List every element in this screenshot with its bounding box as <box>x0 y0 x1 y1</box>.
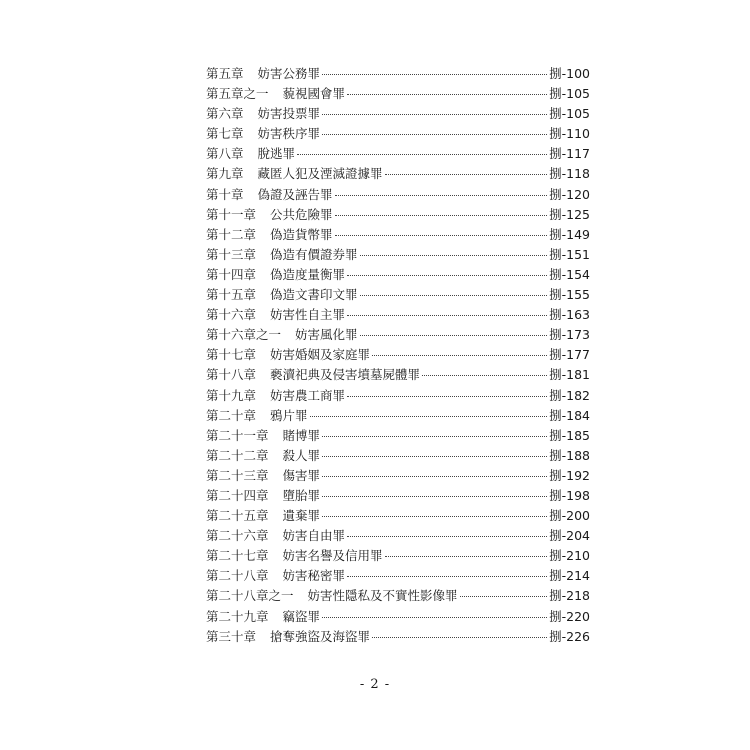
toc-entry <box>206 365 590 385</box>
dot-leader <box>460 595 548 597</box>
toc-page-reference: 捌-125 <box>549 206 590 222</box>
dot-leader <box>347 395 547 397</box>
toc-entry <box>206 104 590 124</box>
toc-entry <box>206 607 590 627</box>
toc-page-reference: 捌-105 <box>549 86 590 102</box>
dot-leader <box>297 153 547 155</box>
toc-chapter-number: 第二十七章 <box>206 548 269 564</box>
toc-chapter-title: 妨害性隱私及不實性影像罪 <box>307 588 458 604</box>
toc-chapter-number: 第十二章 <box>206 226 257 242</box>
toc-entry <box>206 386 590 406</box>
dot-leader <box>322 616 547 618</box>
toc-chapter-title: 偽造度量衡罪 <box>270 266 346 282</box>
dot-leader <box>322 495 547 497</box>
dot-leader <box>322 73 547 75</box>
toc-entry <box>206 566 590 586</box>
toc-chapter-title: 藐視國會罪 <box>282 86 346 102</box>
dot-leader <box>360 254 548 256</box>
toc-chapter-title: 竊盜罪 <box>282 608 321 624</box>
toc-chapter-number: 第二十二章 <box>206 447 269 463</box>
toc-chapter-number: 第八章 <box>206 146 244 162</box>
dot-leader <box>347 93 547 95</box>
toc-page-reference: 捌-177 <box>549 347 590 363</box>
toc-page-reference: 捌-163 <box>549 307 590 323</box>
toc-entry <box>206 245 590 265</box>
toc-chapter-title: 妨害公務罪 <box>257 66 321 81</box>
toc-chapter-number: 第十六章之一 <box>206 327 282 343</box>
toc-chapter-title: 偽造有價證券罪 <box>270 246 358 262</box>
toc-chapter-number: 第五章之一 <box>206 86 269 102</box>
toc-chapter-number: 第十七章 <box>206 347 257 363</box>
toc-entry <box>206 205 590 225</box>
dot-leader <box>347 314 547 316</box>
toc-chapter-number: 第十六章 <box>206 307 257 323</box>
toc-chapter-title: 遺棄罪 <box>282 508 321 524</box>
toc-chapter-title: 殺人罪 <box>282 447 321 463</box>
dot-leader <box>310 415 548 417</box>
toc-entry <box>206 486 590 506</box>
toc-chapter-number: 第五章 <box>206 66 244 81</box>
toc-entry <box>206 466 590 486</box>
toc-entry <box>206 546 590 566</box>
toc-entry <box>206 84 590 104</box>
toc-page-reference: 捌-198 <box>549 487 590 503</box>
dot-leader <box>322 113 547 115</box>
toc-entry <box>206 185 590 205</box>
toc-entry <box>206 144 590 164</box>
toc-entry <box>206 627 590 647</box>
toc-page-reference: 捌-185 <box>549 427 590 443</box>
dot-leader <box>385 555 548 557</box>
toc-chapter-title: 賭博罪 <box>282 427 321 443</box>
toc-chapter-title: 偽造文書印文罪 <box>270 287 358 303</box>
dot-leader <box>335 214 548 216</box>
toc-page-reference: 捌-110 <box>549 126 590 142</box>
toc-chapter-number: 第九章 <box>206 166 244 182</box>
toc-chapter-title: 妨害性自主罪 <box>270 307 346 323</box>
toc-chapter-number: 第十章 <box>206 186 244 202</box>
toc-chapter-title: 偽造貨幣罪 <box>270 226 333 242</box>
toc-chapter-number: 第二十九章 <box>206 608 269 624</box>
page-number: - 2 - <box>359 677 391 692</box>
toc-chapter-title: 妨害自由罪 <box>282 528 346 544</box>
toc-chapter-number: 第六章 <box>206 106 244 122</box>
toc-chapter-title: 墮胎罪 <box>282 487 321 503</box>
toc-chapter-number: 第十三章 <box>206 246 257 262</box>
toc-chapter-number: 第三十章 <box>206 628 257 644</box>
dot-leader <box>322 515 547 517</box>
toc-chapter-title: 妨害名譽及信用罪 <box>282 548 383 564</box>
dot-leader <box>322 455 547 457</box>
toc-entry <box>206 426 590 446</box>
dot-leader <box>385 173 548 175</box>
toc-chapter-title: 妨害秘密罪 <box>282 568 346 584</box>
toc-chapter-title: 妨害秩序罪 <box>257 126 321 142</box>
toc-chapter-title: 偽證及誣告罪 <box>257 186 333 202</box>
dot-leader <box>322 435 547 437</box>
toc-page-reference: 捌-173 <box>549 327 590 343</box>
toc-chapter-number: 第二十八章之一 <box>206 588 294 604</box>
toc-page-reference: 捌-218 <box>549 588 590 604</box>
toc-chapter-number: 第十五章 <box>206 287 257 303</box>
toc-page-reference: 捌-184 <box>549 407 590 423</box>
toc-page-reference: 捌-182 <box>549 387 590 403</box>
toc-chapter-title: 藏匿人犯及湮滅證據罪 <box>257 166 383 182</box>
toc-page-reference: 捌-204 <box>549 528 590 544</box>
toc-page-reference: 捌-151 <box>549 246 590 262</box>
toc-chapter-number: 第十一章 <box>206 206 257 222</box>
toc-chapter-number: 第十四章 <box>206 266 257 282</box>
toc-entry <box>206 506 590 526</box>
toc-entry <box>206 124 590 144</box>
toc-entry <box>206 526 590 546</box>
toc-chapter-number: 第二十六章 <box>206 528 269 544</box>
toc-chapter-title: 妨害投票罪 <box>257 106 321 122</box>
toc-chapter-title: 公共危險罪 <box>270 206 333 222</box>
toc-page-reference: 捌-181 <box>549 367 590 383</box>
toc-entry <box>206 285 590 305</box>
toc-chapter-title: 搶奪強盜及海盜罪 <box>270 628 371 644</box>
toc-page-reference: 捌-226 <box>549 628 590 644</box>
toc-entry <box>206 325 590 345</box>
toc-chapter-number: 第十九章 <box>206 387 257 403</box>
toc-chapter-title: 脫逃罪 <box>257 146 296 162</box>
toc-entry <box>206 265 590 285</box>
dot-leader <box>322 133 547 135</box>
toc-page-reference: 捌-105 <box>549 106 590 122</box>
toc-chapter-title: 傷害罪 <box>282 467 321 483</box>
toc-page-reference: 捌-100 <box>549 66 590 81</box>
dot-leader <box>335 194 548 196</box>
dot-leader <box>322 475 547 477</box>
toc-entry <box>206 164 590 184</box>
toc-chapter-number: 第二十八章 <box>206 568 269 584</box>
toc-chapter-title: 褻瀆祀典及侵害墳墓屍體罪 <box>270 367 421 383</box>
dot-leader <box>422 374 547 376</box>
table-of-contents <box>206 64 590 647</box>
dot-leader <box>372 636 547 638</box>
dot-leader <box>372 354 547 356</box>
toc-page-reference: 捌-118 <box>549 166 590 182</box>
dot-leader <box>360 294 548 296</box>
toc-chapter-title: 妨害風化罪 <box>295 327 358 343</box>
toc-entry <box>206 586 590 606</box>
dot-leader <box>347 274 547 276</box>
toc-page-reference: 捌-188 <box>549 447 590 463</box>
toc-chapter-number: 第二十一章 <box>206 427 269 443</box>
toc-chapter-title: 妨害婚姻及家庭罪 <box>270 347 371 363</box>
toc-page-reference: 捌-155 <box>549 287 590 303</box>
toc-entry <box>206 345 590 365</box>
toc-page-reference: 捌-117 <box>549 146 590 162</box>
toc-chapter-number: 第二十章 <box>206 407 257 423</box>
toc-entry <box>206 305 590 325</box>
toc-page-reference: 捌-200 <box>549 508 590 524</box>
toc-entry <box>206 446 590 466</box>
toc-chapter-number: 第七章 <box>206 126 244 142</box>
toc-chapter-number: 第二十四章 <box>206 487 269 503</box>
toc-entry <box>206 64 590 84</box>
toc-chapter-number: 第十八章 <box>206 367 257 383</box>
toc-page-reference: 捌-214 <box>549 568 590 584</box>
toc-page-reference: 捌-154 <box>549 266 590 282</box>
toc-chapter-title: 鴉片罪 <box>270 407 308 423</box>
toc-page-reference: 捌-120 <box>549 186 590 202</box>
toc-page-reference: 捌-192 <box>549 467 590 483</box>
toc-entry <box>206 406 590 426</box>
dot-leader <box>360 334 548 336</box>
toc-chapter-number: 第二十五章 <box>206 508 269 524</box>
toc-entry <box>206 225 590 245</box>
toc-chapter-number: 第二十三章 <box>206 467 269 483</box>
toc-page-reference: 捌-149 <box>549 226 590 242</box>
dot-leader <box>347 535 547 537</box>
dot-leader <box>347 575 547 577</box>
toc-chapter-title: 妨害農工商罪 <box>270 387 346 403</box>
dot-leader <box>335 234 548 236</box>
toc-page-reference: 捌-210 <box>549 548 590 564</box>
toc-page-reference: 捌-220 <box>549 608 590 624</box>
